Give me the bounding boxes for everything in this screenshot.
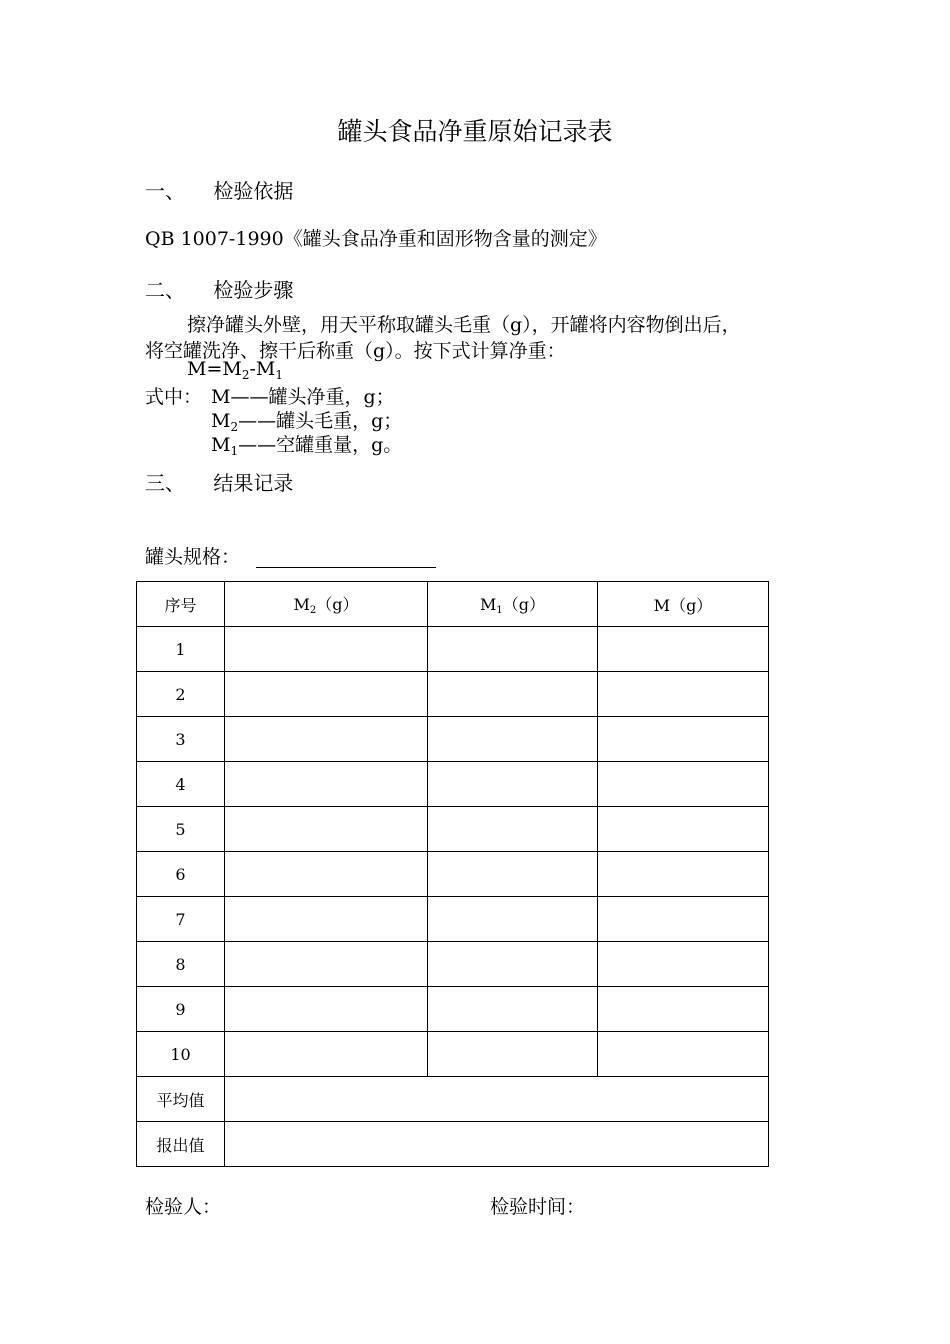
cell-m[interactable]: [598, 807, 769, 852]
cell-m1[interactable]: [428, 852, 598, 897]
inspection-time-label: 检验时间：: [490, 1196, 586, 1218]
cell-m2[interactable]: [225, 672, 428, 717]
header-sub: 1: [496, 605, 503, 616]
def-symbol: M: [211, 410, 231, 432]
average-row: [137, 1077, 769, 1122]
header-symbol: M: [293, 595, 310, 614]
cell-m1[interactable]: [428, 672, 598, 717]
section-3-heading: [145, 467, 293, 496]
where-label: 式中：: [145, 386, 203, 408]
cell-m2[interactable]: [225, 807, 428, 852]
row-seq: 7: [137, 897, 225, 942]
row-seq: 2: [137, 672, 225, 717]
header-seq: 序号: [137, 582, 225, 627]
definition-m: [211, 382, 395, 409]
row-seq: 9: [137, 987, 225, 1032]
formula-sub-2: 2: [241, 368, 250, 382]
cell-m2[interactable]: [225, 762, 428, 807]
row-seq: 8: [137, 942, 225, 987]
row-seq: 3: [137, 717, 225, 762]
cell-m[interactable]: [598, 672, 769, 717]
cell-m[interactable]: [598, 1032, 769, 1077]
report-row: [137, 1122, 769, 1167]
section-1-heading: [145, 175, 293, 204]
cell-m2[interactable]: [225, 1032, 428, 1077]
table-row: [137, 897, 769, 942]
report-label: 报出值: [137, 1122, 225, 1167]
cell-m2[interactable]: [225, 627, 428, 672]
cell-m1[interactable]: [428, 807, 598, 852]
section-2-heading: [145, 274, 293, 303]
table-row: [137, 807, 769, 852]
average-value-cell[interactable]: [225, 1077, 769, 1122]
def-desc: ——空罐重量，g。: [238, 434, 403, 456]
table-row: [137, 717, 769, 762]
cell-m1[interactable]: [428, 987, 598, 1032]
formula-sub-1: 1: [275, 368, 283, 382]
cell-m1[interactable]: [428, 1032, 598, 1077]
header-unit: （g）: [502, 595, 545, 614]
cell-m1[interactable]: [428, 942, 598, 987]
row-seq: 10: [137, 1032, 225, 1077]
table-row: [137, 987, 769, 1032]
standard-reference: QB 1007-1990《罐头食品净重和固形物含量的测定》: [145, 228, 607, 250]
section-title: 结果记录: [213, 471, 294, 495]
table-row: [137, 672, 769, 717]
row-seq: 6: [137, 852, 225, 897]
header-symbol: M: [479, 595, 497, 614]
cell-m2[interactable]: [225, 717, 428, 762]
section-number: 二、: [145, 278, 185, 302]
cell-m1[interactable]: [428, 762, 598, 807]
cell-m2[interactable]: [225, 852, 428, 897]
spec-input-line[interactable]: [256, 567, 436, 568]
row-seq: 4: [137, 762, 225, 807]
cell-m1[interactable]: [428, 717, 598, 762]
cell-m[interactable]: [598, 717, 769, 762]
header-m: [598, 582, 769, 627]
table-header-row: [137, 582, 769, 627]
header-unit: （g）: [670, 595, 713, 615]
procedure-line-1: 擦净罐头外壁，用天平称取罐头毛重（g），开罐将内容物倒出后，: [187, 314, 741, 336]
formula: [187, 358, 283, 382]
cell-m[interactable]: [598, 897, 769, 942]
cell-m2[interactable]: [225, 987, 428, 1032]
cell-m[interactable]: [598, 942, 769, 987]
cell-m[interactable]: [598, 627, 769, 672]
header-unit: （g）: [316, 595, 359, 614]
report-value-cell[interactable]: [225, 1122, 769, 1167]
cell-m[interactable]: [598, 987, 769, 1032]
table-row: [137, 762, 769, 807]
def-symbol: M: [211, 386, 231, 408]
formula-lhs: M=M: [187, 358, 242, 380]
table-row: [137, 1032, 769, 1077]
row-seq: 5: [137, 807, 225, 852]
spec-label: 罐头规格：: [145, 546, 241, 568]
header-m1: [428, 582, 598, 627]
section-number: 一、: [145, 179, 185, 203]
table-row: [137, 942, 769, 987]
table-row: [137, 627, 769, 672]
row-seq: 1: [137, 627, 225, 672]
cell-m1[interactable]: [428, 627, 598, 672]
header-m2: [225, 582, 428, 627]
section-number: 三、: [145, 471, 185, 495]
table-row: [137, 852, 769, 897]
cell-m2[interactable]: [225, 942, 428, 987]
cell-m[interactable]: [598, 762, 769, 807]
def-symbol: M: [211, 434, 231, 456]
cell-m2[interactable]: [225, 897, 428, 942]
def-sub: 2: [230, 420, 239, 434]
def-desc: ——罐头毛重，g；: [238, 410, 403, 432]
header-sub: 2: [309, 605, 317, 616]
formula-mid: -M: [249, 358, 276, 380]
procedure-line-2: 将空罐洗净、擦干后称重（g）。按下式计算净重：: [145, 340, 566, 362]
record-table: [136, 581, 769, 1167]
def-desc: ——罐头净重，g；: [230, 386, 395, 408]
header-symbol: M: [653, 595, 671, 615]
def-sub: 1: [230, 444, 239, 458]
definition-m1: [211, 430, 402, 458]
page-title: 罐头食品净重原始记录表: [337, 117, 613, 146]
cell-m[interactable]: [598, 852, 769, 897]
section-title: 检验步骤: [213, 278, 294, 302]
inspector-label: 检验人：: [145, 1196, 222, 1218]
average-label: 平均值: [137, 1077, 225, 1122]
cell-m1[interactable]: [428, 897, 598, 942]
section-title: 检验依据: [213, 179, 294, 203]
